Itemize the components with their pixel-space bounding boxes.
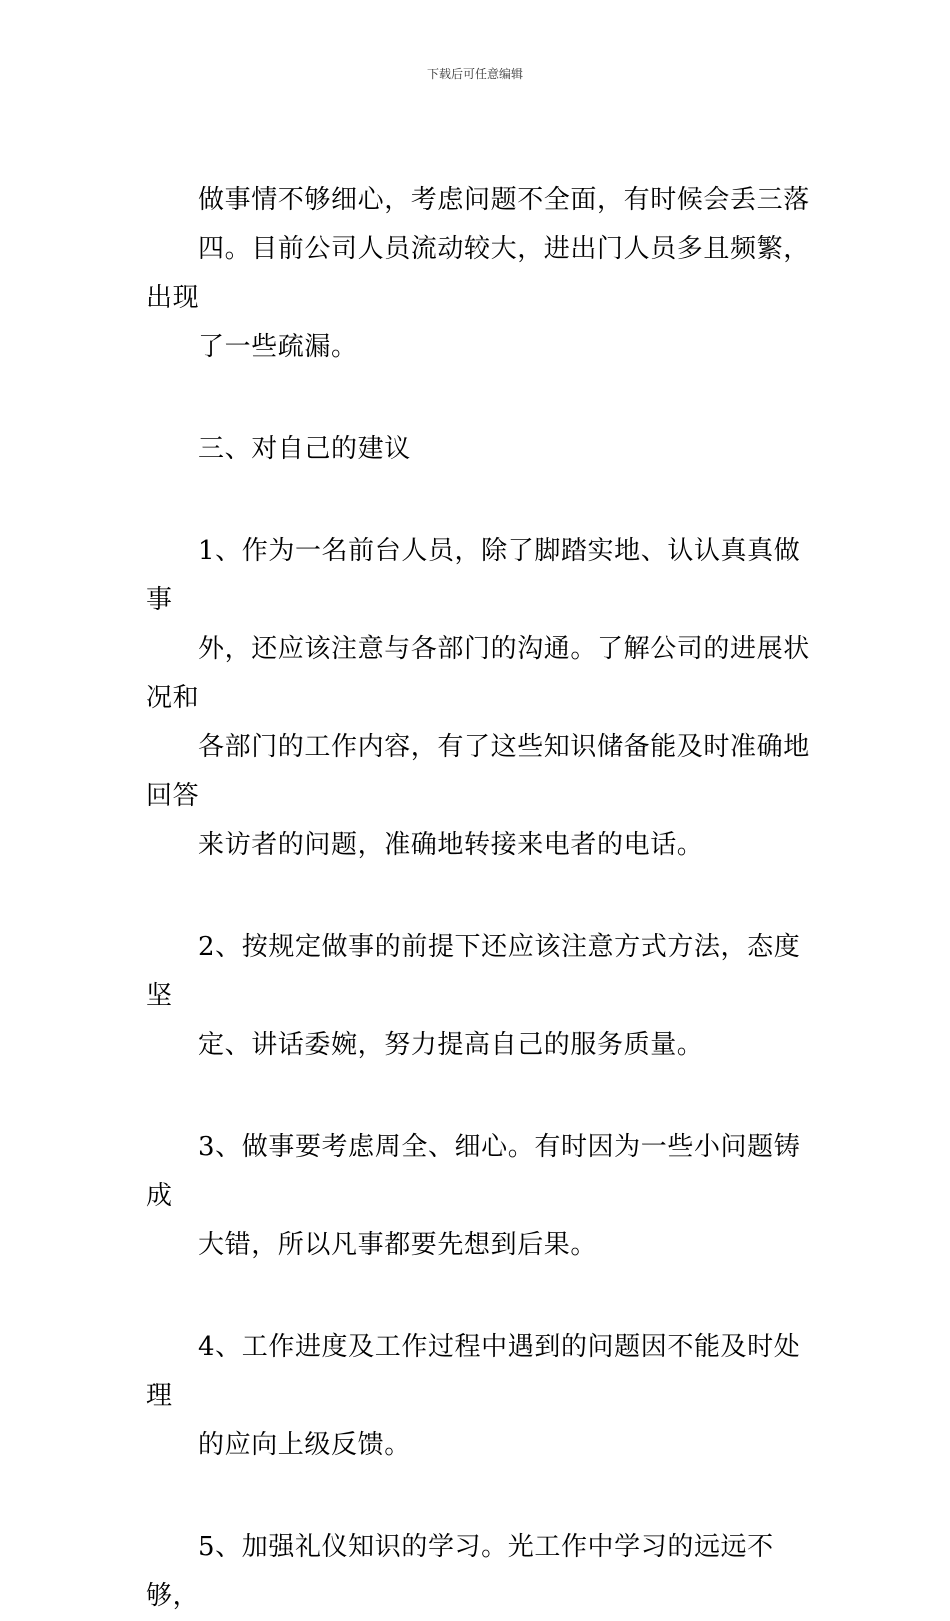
paragraph-gap: [146, 474, 811, 527]
suggestion-2: [146, 923, 811, 1070]
document-body: [146, 176, 811, 1621]
paragraph-gap: [146, 1270, 811, 1323]
paragraph-line: 5、加强礼仪知识的学习。光工作中学习的远远不够，: [146, 1532, 774, 1611]
paragraph-line: 各部门的工作内容，有了这些知识储备能及时准确地回答: [146, 732, 810, 811]
suggestion-5: [146, 1523, 811, 1621]
paragraph-gap: [146, 1070, 811, 1123]
paragraph-line: 2、按规定做事的前提下还应该注意方式方法，态度坚: [146, 932, 801, 1011]
paragraph-shortcomings: [146, 176, 811, 372]
paragraph-line: 来访者的问题，准确地转接来电者的电话。: [198, 830, 704, 860]
paragraph-line: 的应向上级反馈。: [198, 1430, 411, 1460]
paragraph-line: 外，还应该注意与各部门的沟通。了解公司的进展状况和: [146, 634, 810, 713]
paragraph-line: 做事情不够细心，考虑问题不全面，有时候会丢三落: [198, 185, 810, 215]
paragraph-gap: [146, 870, 811, 923]
paragraph-line: 3、做事要考虑周全、细心。有时因为一些小问题铸成: [146, 1132, 801, 1211]
paragraph-line: 四。目前公司人员流动较大，进出门人员多且频繁，出现: [146, 234, 810, 313]
paragraph-line: 4、工作进度及工作过程中遇到的问题因不能及时处理: [146, 1332, 801, 1411]
page-header: 下载后可任意编辑: [426, 67, 523, 81]
paragraph-line: 1、作为一名前台人员，除了脚踏实地、认认真真做事: [146, 536, 801, 615]
paragraph-line: 大错，所以凡事都要先想到后果。: [198, 1230, 598, 1260]
paragraph-line: 了一些疏漏。: [198, 332, 358, 362]
suggestion-4: [146, 1323, 811, 1470]
heading-line: 三、对自己的建议: [198, 434, 411, 464]
paragraph-gap: [146, 372, 811, 425]
suggestion-3: [146, 1123, 811, 1270]
paragraph-gap: [146, 1470, 811, 1523]
paragraph-line: 定、讲话委婉，努力提高自己的服务质量。: [198, 1030, 704, 1060]
suggestion-1: [146, 527, 811, 870]
section-heading: [146, 425, 811, 474]
